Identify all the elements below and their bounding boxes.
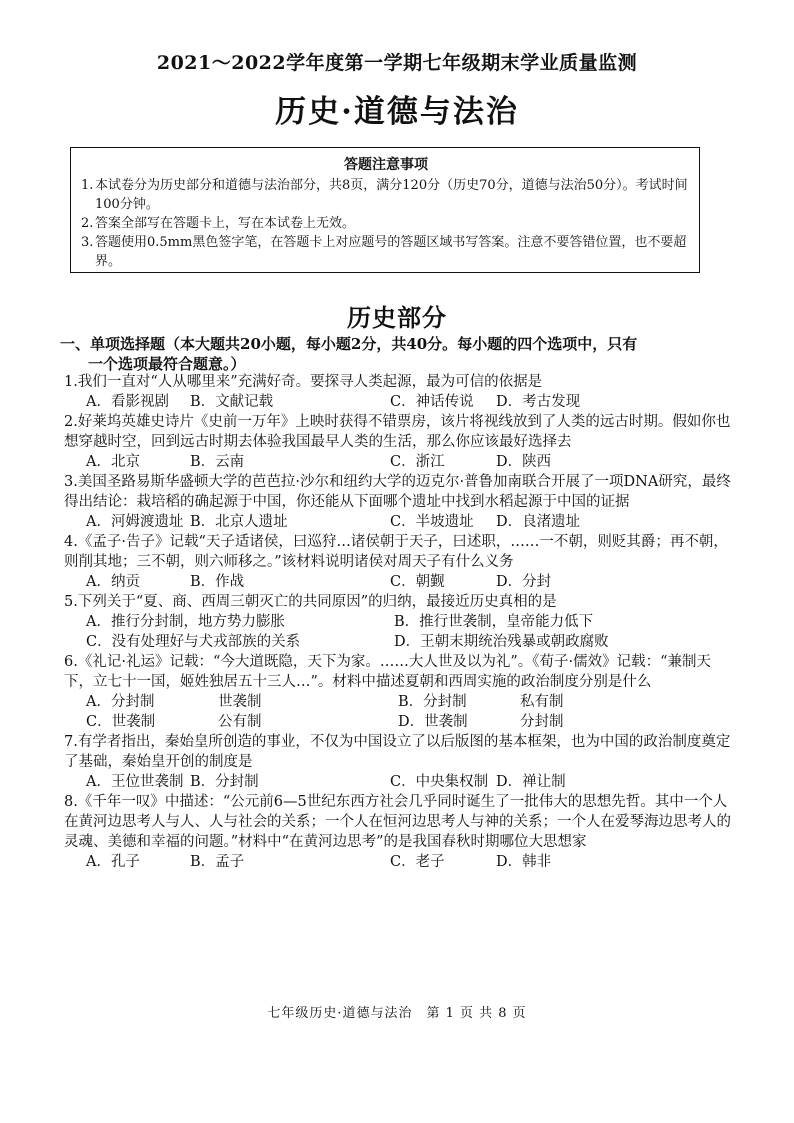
section-title: 历史部分 — [347, 303, 447, 332]
question-options — [64, 772, 740, 792]
question-stem: 8.《千年一叹》中描述：“公元前6—5世纪东西方社会几乎同时诞生了一批伟大的思想先哲。其中一个人在黄河边思考人与人、人与社会的关系；一个人在恒河边思考人与神的关系；一个人在爱琴海边思考人的灵魂、美德和幸福的问题。”材料中“在黄河边思考”的是我国春秋时期哪位大思想家 — [64, 794, 731, 850]
option: B．分封制 — [190, 774, 259, 790]
notice-item — [81, 233, 691, 271]
option: A．北京 — [86, 454, 140, 470]
option: A．河姆渡遗址 — [86, 514, 184, 530]
option: D．考古发现 — [496, 394, 581, 410]
notice-item — [81, 214, 691, 233]
option: C．世袭制 — [86, 714, 156, 730]
part-heading-line: 一、单项选择题（本大题共20小题，每小题2分，共40分。每小题的四个选项中，只有 — [60, 335, 638, 353]
option: B．北京人遗址 — [190, 514, 288, 530]
part-heading-line: 一个选项最符合题意。） — [88, 355, 246, 373]
question — [64, 372, 740, 412]
option: C．浙江 — [390, 454, 445, 470]
notice-title: 答题注意事项 — [344, 157, 428, 173]
question-stem: 3.美国圣路易斯华盛顿大学的芭芭拉·沙尔和纽约大学的迈克尔·普鲁加南联合开展了一项DNA研究，最终得出结论：栽培稻的确起源于中国，你还能从下面哪个遗址中找到水稻起源于中国的证据 — [64, 474, 731, 510]
question — [64, 792, 740, 872]
option: D．良渚遗址 — [496, 514, 581, 530]
option: A．孔子 — [86, 854, 140, 870]
option: D．禅让制 — [496, 774, 566, 790]
option: B．云南 — [190, 454, 245, 470]
notice-item-number: 3. — [81, 235, 94, 250]
question-options — [64, 572, 740, 592]
option: C．神话传说 — [390, 394, 474, 410]
option: 公有制 — [218, 714, 262, 730]
option: D．韩非 — [496, 854, 552, 870]
question — [64, 592, 740, 652]
notice-item-number: 2. — [81, 216, 94, 231]
option: A．看影视剧 — [86, 394, 169, 410]
question-list — [64, 372, 740, 872]
option: B．推行世袭制，皇帝能力低下 — [394, 614, 594, 630]
option: B．孟子 — [190, 854, 245, 870]
notice-item-text: 答题使用0.5mm黑色签字笔，在答题卡上对应题号的答题区域书写答案。注意不要答错位置，也不要超界。 — [95, 235, 687, 269]
option: 分封制 — [520, 714, 564, 730]
question-stem: 6.《礼记·礼运》记载：“今大道既隐，天下为家。……大人世及以为礼”。《荀子·儒效》记载：“兼制天下，立七十一国，姬姓独居五十三人…”。材料中描述夏朝和西周实施的政治制度分别是什么 — [64, 654, 712, 690]
question-stem: 5.下列关于“夏、商、西周三朝灭亡的共同原因”的归纳，最接近历史真相的是 — [64, 594, 557, 610]
question — [64, 412, 740, 472]
option: A．推行分封制，地方势力膨胀 — [86, 614, 285, 630]
question-options — [64, 692, 740, 732]
notice-item — [81, 176, 691, 214]
subject-title: 历史·道德与法治 — [275, 94, 519, 130]
option: D．陕西 — [496, 454, 552, 470]
option: C．朝觐 — [390, 574, 445, 590]
option: D．世袭制 — [398, 714, 468, 730]
question-stem: 1.我们一直对“人从哪里来”充满好奇。要探寻人类起源，最为可信的依据是 — [64, 374, 543, 390]
option: C．没有处理好与犬戎部族的关系 — [86, 634, 301, 650]
notice-item-text: 答案全部写在答题卡上，写在本试卷上无效。 — [95, 216, 356, 231]
option: 私有制 — [520, 694, 564, 710]
option: B．分封制 — [398, 694, 467, 710]
option: 世袭制 — [218, 694, 262, 710]
option: B．文献记载 — [190, 394, 274, 410]
option: A．纳贡 — [86, 574, 140, 590]
question — [64, 472, 740, 532]
question-options — [64, 612, 740, 652]
question — [64, 652, 740, 732]
part-heading — [60, 334, 740, 374]
page-footer: 七年级历史·道德与法治 第 1 页 共 8 页 — [267, 1006, 527, 1021]
question-options — [64, 392, 740, 412]
question-options — [64, 452, 740, 472]
question-stem: 4.《孟子·告子》记载“天子适诸侯，曰巡狩…诸侯朝于天子，曰述职，……一不朝，则贬其爵；再不朝，则削其地；三不朝，则六师移之。”该材料说明诸侯对周天子有什么义务 — [64, 534, 728, 570]
question-stem: 2.好莱坞英雄史诗片《史前一万年》上映时获得不错票房，该片将视线放到了人类的远古时期。假如你也想穿越时空，回到远古时期去体验我国最早人类的生活，那么你应该最好选择去 — [64, 414, 731, 450]
option: D．王朝末期统治残暴或朝政腐败 — [394, 634, 609, 650]
notice-item-text: 本试卷分为历史部分和道德与法治部分，共8页，满分120分（历史70分，道德与法治50分）。考试时间100分钟。 — [95, 178, 688, 212]
question — [64, 732, 740, 792]
option: A．分封制 — [86, 694, 155, 710]
question-options — [64, 852, 740, 872]
exam-title: 2021～2022学年度第一学期七年级期末学业质量监测 — [156, 52, 638, 74]
option: A．王位世袭制 — [86, 774, 184, 790]
notice-box — [70, 147, 700, 273]
option: B．作战 — [190, 574, 245, 590]
question-options — [64, 512, 740, 532]
option: C．老子 — [390, 854, 445, 870]
option: D．分封 — [496, 574, 552, 590]
notice-item-number: 1. — [81, 178, 94, 193]
question — [64, 532, 740, 592]
option: C．中央集权制 — [390, 774, 489, 790]
option: C．半坡遗址 — [390, 514, 474, 530]
question-stem: 7.有学者指出，秦始皇所创造的事业，不仅为中国设立了以后版图的基本框架，也为中国的政治制度奠定了基础，秦始皇开创的制度是 — [64, 734, 731, 770]
